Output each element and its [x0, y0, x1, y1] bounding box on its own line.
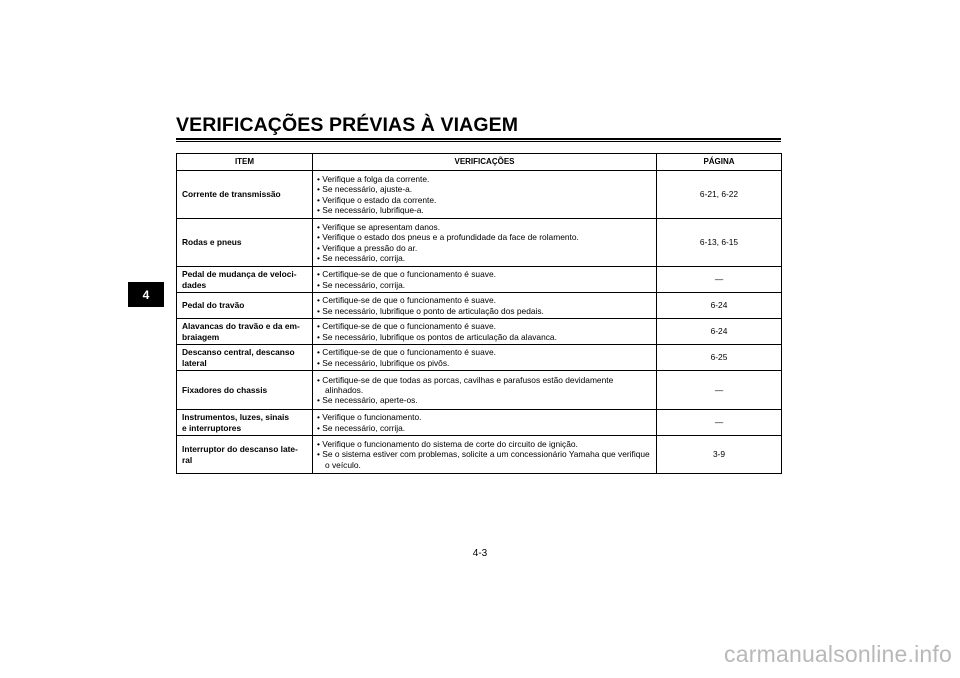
check-item: • Certifique-se de que o funcionamento é suave.: [317, 321, 652, 331]
page-reference: —: [657, 371, 782, 410]
checks-list: [317, 174, 652, 215]
table-header-row: [177, 154, 782, 171]
column-header-page: PÁGINA: [657, 154, 782, 171]
check-item: • Se necessário, ajuste-a.: [317, 184, 652, 194]
table-row: [177, 267, 782, 293]
check-item: • Verifique o funcionamento.: [317, 412, 652, 422]
page-reference: —: [657, 267, 782, 293]
table-row: [177, 219, 782, 267]
checks-list: [317, 295, 652, 315]
page-reference: 6-25: [657, 345, 782, 371]
checks-cell: [313, 345, 657, 371]
check-item: • Se necessário, corrija.: [317, 423, 652, 433]
item-name: Interruptor do descanso late- ral: [177, 436, 313, 474]
check-item: • Se o sistema estiver com problemas, solicite a um concessionário Yamaha que verifique o veículo.: [317, 449, 652, 469]
page-reference: 6-13, 6-15: [657, 219, 782, 267]
checks-cell: [313, 293, 657, 319]
check-item: • Verifique a pressão do ar.: [317, 243, 652, 253]
title-rule: [176, 138, 781, 140]
check-item: • Se necessário, corrija.: [317, 253, 652, 263]
table-row: [177, 410, 782, 436]
checks-cell: [313, 267, 657, 293]
item-name: Alavancas do travão e da em- braiagem: [177, 319, 313, 345]
checks-cell: [313, 319, 657, 345]
page-reference: —: [657, 410, 782, 436]
check-item: • Certifique-se de que o funcionamento é suave.: [317, 269, 652, 279]
checks-cell: [313, 410, 657, 436]
item-name: Instrumentos, luzes, sinais e interruptores: [177, 410, 313, 436]
checks-list: [317, 222, 652, 263]
page-title: VERIFICAÇÕES PRÉVIAS À VIAGEM: [176, 114, 519, 136]
checks-list: [317, 347, 652, 367]
table-row: [177, 171, 782, 219]
check-item: • Se necessário, lubrifique os pivôs.: [317, 358, 652, 368]
table-row: [177, 319, 782, 345]
watermark: carmanualsonline.info: [724, 641, 952, 667]
table-row: [177, 371, 782, 410]
checks-cell: [313, 219, 657, 267]
check-item: • Se necessário, lubrifique o ponto de articulação dos pedais.: [317, 306, 652, 316]
check-item: • Certifique-se de que todas as porcas, cavilhas e parafusos estão devidamente alinhados.: [317, 375, 652, 395]
check-item: • Verifique a folga da corrente.: [317, 174, 652, 184]
item-name: Corrente de transmissão: [177, 171, 313, 219]
check-item: • Se necessário, aperte-os.: [317, 395, 652, 405]
page-reference: 6-24: [657, 319, 782, 345]
page-reference: 3-9: [657, 436, 782, 474]
table-row: [177, 345, 782, 371]
table-row: [177, 293, 782, 319]
inspection-table: [176, 153, 782, 474]
checks-list: [317, 321, 652, 341]
check-item: • Se necessário, corrija.: [317, 280, 652, 290]
page-reference: 6-21, 6-22: [657, 171, 782, 219]
chapter-tab: 4: [128, 282, 164, 307]
table-row: [177, 436, 782, 474]
page-reference: 6-24: [657, 293, 782, 319]
check-item: • Se necessário, lubrifique os pontos de articulação da alavanca.: [317, 332, 652, 342]
page-number: 4-3: [472, 548, 488, 559]
column-header-item: ITEM: [177, 154, 313, 171]
item-name: Rodas e pneus: [177, 219, 313, 267]
check-item: • Certifique-se de que o funcionamento é suave.: [317, 347, 652, 357]
check-item: • Se necessário, lubrifique-a.: [317, 205, 652, 215]
checks-cell: [313, 436, 657, 474]
column-header-checks: VERIFICAÇÕES: [313, 154, 657, 171]
checks-list: [317, 412, 652, 432]
check-item: • Certifique-se de que o funcionamento é suave.: [317, 295, 652, 305]
title-rule-thin: [176, 141, 781, 142]
item-name: Descanso central, descanso lateral: [177, 345, 313, 371]
checks-list: [317, 439, 652, 470]
item-name: Fixadores do chassis: [177, 371, 313, 410]
check-item: • Verifique se apresentam danos.: [317, 222, 652, 232]
check-item: • Verifique o estado dos pneus e a profundidade da face de rolamento.: [317, 232, 652, 242]
checks-cell: [313, 371, 657, 410]
check-item: • Verifique o estado da corrente.: [317, 195, 652, 205]
item-name: Pedal de mudança de veloci- dades: [177, 267, 313, 293]
checks-list: [317, 269, 652, 289]
item-name: Pedal do travão: [177, 293, 313, 319]
checks-cell: [313, 171, 657, 219]
check-item: • Verifique o funcionamento do sistema de corte do circuito de ignição.: [317, 439, 652, 449]
checks-list: [317, 375, 652, 406]
